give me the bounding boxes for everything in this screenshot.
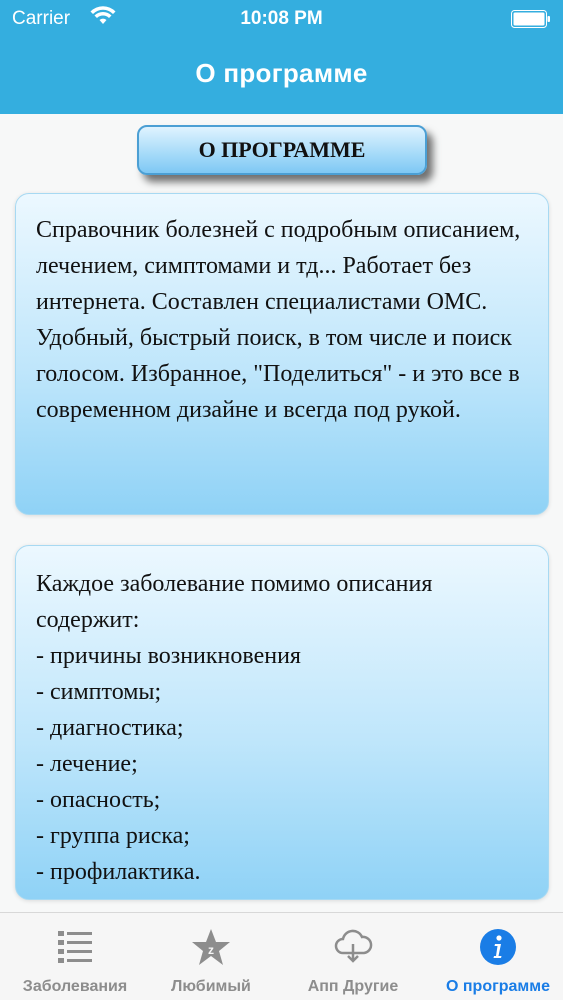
carrier-label: Carrier: [12, 8, 71, 29]
star-icon: [191, 927, 231, 967]
tab-diseases[interactable]: [5, 913, 145, 1000]
feature-item: - диагностика;: [36, 715, 184, 741]
features-intro: Каждое заболевание помимо описания содержит:: [36, 571, 433, 633]
feature-item: - причины возникновения: [36, 643, 301, 669]
feature-item: - симптомы;: [36, 679, 162, 705]
page-title: О программе: [195, 58, 368, 88]
status-bar: [0, 0, 563, 38]
top-bar: [0, 0, 563, 114]
description-card: [15, 193, 549, 515]
list-icon: [55, 927, 95, 967]
tab-about[interactable]: [428, 913, 563, 1000]
clock: 10:08 PM: [240, 8, 323, 29]
cloud-download-icon: [333, 927, 373, 967]
tab-label: Любимый: [171, 978, 251, 995]
svg-text:z: z: [208, 943, 214, 957]
tab-other-apps[interactable]: [283, 913, 423, 1000]
tab-label: Заболевания: [22, 978, 128, 995]
description-text: Справочник болезней с подробным описанием, лечением, симптомами и тд... Работает без интернета. Составлен специалистами ОМС. Удобный, быстрый поиск, в том числе и поиск голосом. Избранное, "Поделиться" - и это все в современном дизайне и всегда под рукой.: [36, 217, 521, 423]
tab-favorites[interactable]: [141, 913, 281, 1000]
feature-item: - профилактика.: [36, 859, 201, 885]
feature-item: - лечение;: [36, 751, 138, 777]
tab-label: О программе: [445, 978, 550, 995]
tab-label: Апп Другие: [307, 978, 399, 995]
feature-item: - опасность;: [36, 787, 161, 813]
feature-item: - группа риска;: [36, 823, 190, 849]
section-header: О ПРОГРАММЕ: [137, 125, 427, 175]
info-icon: [478, 927, 518, 967]
battery-icon: [511, 10, 551, 28]
tab-bar: [0, 912, 563, 1000]
features-card: [15, 545, 549, 900]
